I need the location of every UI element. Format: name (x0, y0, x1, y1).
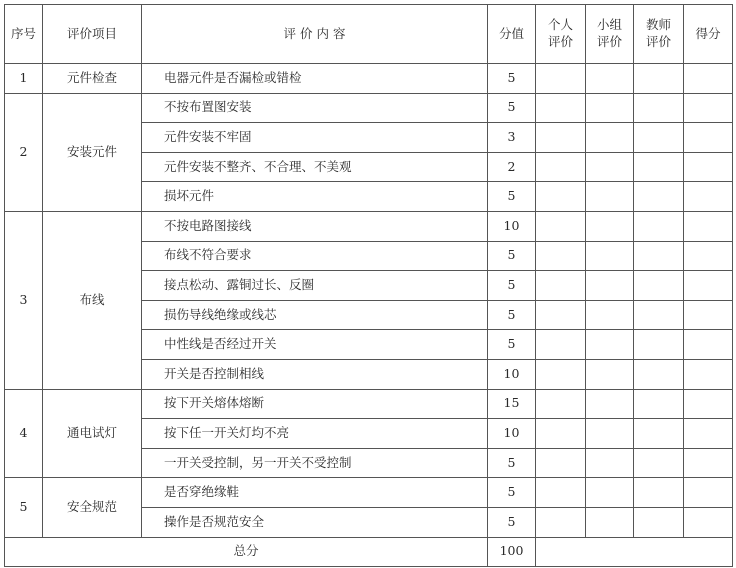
criterion-score: 10 (488, 359, 536, 389)
group-item: 布线 (43, 211, 142, 389)
self-eval-cell[interactable] (536, 478, 586, 508)
header-item: 评价项目 (43, 5, 142, 64)
criterion-score: 10 (488, 419, 536, 449)
teacher-eval-cell[interactable] (634, 271, 684, 301)
teacher-eval-cell[interactable] (634, 448, 684, 478)
teacher-eval-cell[interactable] (634, 507, 684, 537)
criterion-score: 5 (488, 271, 536, 301)
group-eval-cell[interactable] (586, 182, 634, 212)
criterion-score: 5 (488, 330, 536, 360)
self-eval-cell[interactable] (536, 182, 586, 212)
group-eval-cell[interactable] (586, 419, 634, 449)
teacher-eval-cell[interactable] (634, 152, 684, 182)
header-content: 评 价 内 容 (142, 5, 488, 64)
teacher-eval-cell[interactable] (634, 478, 684, 508)
self-eval-cell[interactable] (536, 300, 586, 330)
criterion-score: 5 (488, 241, 536, 271)
teacher-eval-cell[interactable] (634, 211, 684, 241)
table-row (5, 93, 733, 123)
got-score-cell[interactable] (684, 448, 733, 478)
header-self-eval (536, 5, 586, 64)
header-teacher-eval-line2: 评价 (645, 34, 671, 49)
group-item: 通电试灯 (43, 389, 142, 478)
teacher-eval-cell[interactable] (634, 300, 684, 330)
got-score-cell[interactable] (684, 507, 733, 537)
total-label: 总分 (5, 537, 488, 567)
header-group-eval-line1: 小组 (596, 17, 622, 33)
got-score-cell[interactable] (684, 64, 733, 94)
got-score-cell[interactable] (684, 389, 733, 419)
got-score-cell[interactable] (684, 478, 733, 508)
self-eval-cell[interactable] (536, 359, 586, 389)
got-score-cell[interactable] (684, 123, 733, 153)
header-self-eval-line1: 个人 (547, 17, 573, 33)
group-no: 4 (5, 389, 43, 478)
group-eval-cell[interactable] (586, 300, 634, 330)
teacher-eval-cell[interactable] (634, 389, 684, 419)
evaluation-sheet (4, 4, 732, 564)
evaluation-table (4, 4, 733, 567)
criterion-content: 中性线是否经过开关 (142, 330, 488, 360)
self-eval-cell[interactable] (536, 389, 586, 419)
self-eval-cell[interactable] (536, 507, 586, 537)
criterion-content: 接点松动、露铜过长、反圈 (142, 271, 488, 301)
total-row (5, 537, 733, 567)
table-row (5, 211, 733, 241)
group-eval-cell[interactable] (586, 93, 634, 123)
criterion-content: 布线不符合要求 (142, 241, 488, 271)
group-no: 1 (5, 64, 43, 94)
teacher-eval-cell[interactable] (634, 64, 684, 94)
teacher-eval-cell[interactable] (634, 123, 684, 153)
criterion-score: 3 (488, 123, 536, 153)
total-score: 100 (488, 537, 536, 567)
group-eval-cell[interactable] (586, 389, 634, 419)
criterion-score: 15 (488, 389, 536, 419)
group-eval-cell[interactable] (586, 152, 634, 182)
got-score-cell[interactable] (684, 271, 733, 301)
self-eval-cell[interactable] (536, 241, 586, 271)
teacher-eval-cell[interactable] (634, 419, 684, 449)
criterion-content: 按下开关熔体熔断 (142, 389, 488, 419)
criterion-score: 5 (488, 182, 536, 212)
criterion-content: 操作是否规范安全 (142, 507, 488, 537)
criterion-content: 一开关受控制，另一开关不受控制 (142, 448, 488, 478)
header-teacher-eval (634, 5, 684, 64)
total-got-cell[interactable] (536, 537, 733, 567)
teacher-eval-cell[interactable] (634, 359, 684, 389)
got-score-cell[interactable] (684, 182, 733, 212)
criterion-content: 开关是否控制相线 (142, 359, 488, 389)
criterion-content: 是否穿绝缘鞋 (142, 478, 488, 508)
criterion-score: 5 (488, 64, 536, 94)
self-eval-cell[interactable] (536, 419, 586, 449)
got-score-cell[interactable] (684, 419, 733, 449)
header-teacher-eval-line1: 教师 (645, 17, 671, 33)
self-eval-cell[interactable] (536, 271, 586, 301)
group-eval-cell[interactable] (586, 448, 634, 478)
criterion-content: 电器元件是否漏检或错检 (142, 64, 488, 94)
criterion-content: 损坏元件 (142, 182, 488, 212)
group-eval-cell[interactable] (586, 211, 634, 241)
criterion-content: 元件安装不牢固 (142, 123, 488, 153)
teacher-eval-cell[interactable] (634, 241, 684, 271)
criterion-score: 2 (488, 152, 536, 182)
group-eval-cell[interactable] (586, 507, 634, 537)
criterion-content: 损伤导线绝缘或线芯 (142, 300, 488, 330)
group-no: 5 (5, 478, 43, 537)
self-eval-cell[interactable] (536, 211, 586, 241)
criterion-score: 5 (488, 448, 536, 478)
group-eval-cell[interactable] (586, 330, 634, 360)
table-row (5, 64, 733, 94)
group-eval-cell[interactable] (586, 241, 634, 271)
got-score-cell[interactable] (684, 300, 733, 330)
header-score: 分值 (488, 5, 536, 64)
header-got: 得分 (684, 5, 733, 64)
header-self-eval-line2: 评价 (547, 34, 573, 49)
got-score-cell[interactable] (684, 211, 733, 241)
criterion-score: 5 (488, 300, 536, 330)
table-row (5, 389, 733, 419)
group-eval-cell[interactable] (586, 123, 634, 153)
criterion-score: 5 (488, 507, 536, 537)
got-score-cell[interactable] (684, 330, 733, 360)
table-row (5, 478, 733, 508)
teacher-eval-cell[interactable] (634, 330, 684, 360)
group-no: 2 (5, 93, 43, 211)
self-eval-cell[interactable] (536, 93, 586, 123)
criterion-content: 按下任一开关灯均不亮 (142, 419, 488, 449)
group-no: 3 (5, 211, 43, 389)
header-row (5, 5, 733, 64)
criterion-content: 元件安装不整齐、不合理、不美观 (142, 152, 488, 182)
group-eval-cell[interactable] (586, 478, 634, 508)
got-score-cell[interactable] (684, 152, 733, 182)
criterion-score: 10 (488, 211, 536, 241)
header-group-eval (586, 5, 634, 64)
got-score-cell[interactable] (684, 93, 733, 123)
group-item: 安装元件 (43, 93, 142, 211)
teacher-eval-cell[interactable] (634, 93, 684, 123)
self-eval-cell[interactable] (536, 64, 586, 94)
group-eval-cell[interactable] (586, 359, 634, 389)
got-score-cell[interactable] (684, 359, 733, 389)
self-eval-cell[interactable] (536, 152, 586, 182)
header-group-eval-line2: 评价 (596, 34, 622, 49)
criterion-content: 不按布置图安装 (142, 93, 488, 123)
group-eval-cell[interactable] (586, 64, 634, 94)
header-no: 序号 (5, 5, 43, 64)
self-eval-cell[interactable] (536, 123, 586, 153)
criterion-content: 不按电路图接线 (142, 211, 488, 241)
got-score-cell[interactable] (684, 241, 733, 271)
group-item: 元件检查 (43, 64, 142, 94)
self-eval-cell[interactable] (536, 448, 586, 478)
group-eval-cell[interactable] (586, 271, 634, 301)
self-eval-cell[interactable] (536, 330, 586, 360)
teacher-eval-cell[interactable] (634, 182, 684, 212)
criterion-score: 5 (488, 478, 536, 508)
group-item: 安全规范 (43, 478, 142, 537)
criterion-score: 5 (488, 93, 536, 123)
